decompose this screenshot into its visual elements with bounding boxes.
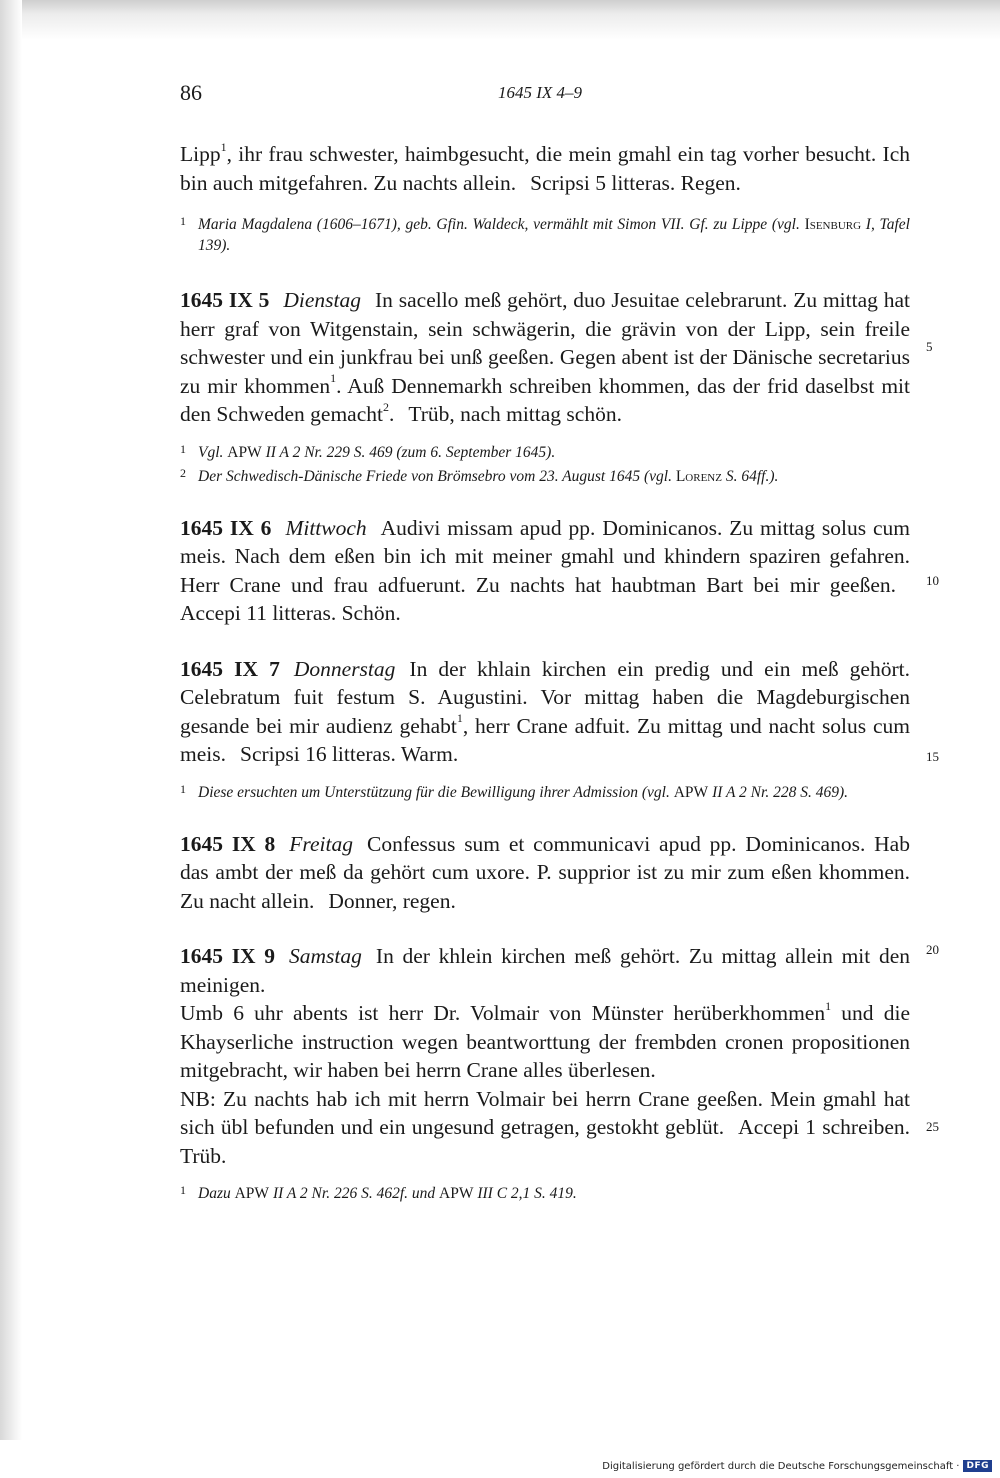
- entry-weekday: Donnerstag: [293, 656, 396, 681]
- entry-date: 1645 IX 9: [180, 944, 276, 968]
- footnotes: [180, 211, 910, 256]
- dfg-logo: DFG: [963, 1460, 992, 1472]
- footnotes: [180, 779, 910, 803]
- page-header: [180, 80, 910, 110]
- page-number: 86: [180, 80, 202, 105]
- footnotes: [180, 439, 910, 487]
- entry-date: 1645 IX 5: [180, 288, 270, 312]
- line-number: 20: [926, 942, 939, 957]
- entry-text: 1645 IX 7 Donnerstag In der khlain kirchen ein predig und ein meß gehört. Celebratum fuit festum S. Augustini. Vor mittag haben die Magdeburgischen gesande bei mir audienz gehabt$^1$, herr Crane adfuit. Zu mittag und nacht solus cum meis. Scripsi 16 litteras. Warm.: [180, 656, 910, 766]
- entry-text: 1645 IX 5 Dienstag In sacello meß gehört, duo Jesuitae celebrarunt. Zu mittag hat herr graf von Witgenstain, sein schwägerin, die grävin von der Lipp, sein freile schwester und ein junkfrau bei unß geeßen. Gegen abent ist der Dänische secretarius zu mir khommen$^1$. Auß Dennemarkh schreiben khommen, das der frid daselbst mit den Schweden gemacht$^2$. Trüb, nach mittag schön.: [180, 288, 911, 426]
- entry-date: 1645 IX 8: [180, 831, 276, 856]
- entry-date: 1645 IX 7: [180, 656, 280, 681]
- entry-date: 1645 IX 6: [180, 515, 272, 540]
- footnote: 1 Dazu APW II A 2 Nr. 226 S. 462f. und APW III C 2,1 S. 419.: [180, 1183, 577, 1202]
- diary-entry: [180, 830, 910, 916]
- digitization-credit: [600, 1458, 992, 1474]
- entry-weekday: Freitag: [289, 831, 353, 856]
- line-number: 15: [926, 749, 939, 764]
- diary-entry: [180, 655, 910, 803]
- entry-text: 1645 IX 9 Samstag In der khlein kirchen meß gehört. Zu mittag allein mit den meinigen.: [180, 944, 910, 997]
- line-number: 5: [926, 339, 933, 354]
- footnote: 1 Diese ersuchten um Unterstützung für die Bewilligung ihrer Admission (vgl. APW II A 2 Nr. 228 S. 469).: [180, 781, 848, 801]
- diary-entry: [180, 514, 910, 628]
- entry-text: 1645 IX 6 Mittwoch Audivi missam apud pp. Dominicanos. Zu mittag solus cum meis. Nach dem eßen bin ich mit meiner gmahl und khindern spaziren gefahren. Herr Crane und frau adfuerunt. Zu nachts hat haubtman Bart bei mir geeßen.Accepi 11 litteras. Schön.: [180, 515, 910, 625]
- running-head: 1645 IX 4–9: [498, 83, 583, 102]
- entry-weekday: Samstag: [289, 944, 362, 968]
- entry-weekday: Mittwoch: [285, 515, 367, 540]
- footnotes: [180, 1180, 910, 1204]
- credit-text: Digitalisierung gefördert durch die Deutsche Forschungsgemeinschaft ·: [602, 1460, 960, 1472]
- footnote: 1 Maria Magdalena (1606–1671), geb. Gfin. Waldeck, vermählt mit Simon VII. Gf. zu Lippe (vgl. Isenburg I, Tafel 139).: [180, 214, 910, 254]
- page-edge-shadow: [0, 0, 1000, 40]
- entry-weekday: Dienstag: [283, 288, 361, 312]
- footnote: 2 Der Schwedisch-Dänische Friede von Brömsebro vom 23. August 1645 (vgl. Lorenz S. 64ff.).: [180, 465, 779, 485]
- entry-text: Umb 6 uhr abents ist herr Dr. Volmair von Münster herüberkhommen$^1$ und die Khayserliche instruction wegen beantworttung der frembden cronen propositionen mitgebracht, wir haben bei herrn Crane alles überlesen.: [180, 998, 910, 1082]
- page-edge-left-shadow: [0, 0, 22, 1440]
- line-number: 10: [926, 573, 939, 588]
- continuation-paragraph: Lipp$^1$, ihr frau schwester, haimbgesucht, die mein gmahl ein tag vorher besucht. Ich bin auch mitgefahren. Zu nachts allein. Scripsi 5 litteras. Regen.: [180, 139, 910, 195]
- entry-text: NB: Zu nachts hab ich mit herrn Volmair bei herrn Crane geeßen. Mein gmahl hat sich übl befunden und ein ungesund getragen, gestokht geblüt. Accepi 1 schreiben. Trüb.: [180, 1086, 910, 1168]
- footnote: 1 Vgl. APW II A 2 Nr. 229 S. 469 (zum 6. September 1645).: [180, 441, 556, 461]
- page-body: [180, 140, 910, 1204]
- diary-entry: [180, 942, 910, 1204]
- entry-text: 1645 IX 8 Freitag Confessus sum et communicavi apud pp. Dominicanos. Hab das ambt der meß da gehört cum uxore. P. supprior ist zu mir zum eßen khommen. Zu nacht allein. Donner, regen.: [180, 831, 910, 913]
- line-number: 25: [926, 1119, 939, 1134]
- diary-entry: [180, 286, 910, 487]
